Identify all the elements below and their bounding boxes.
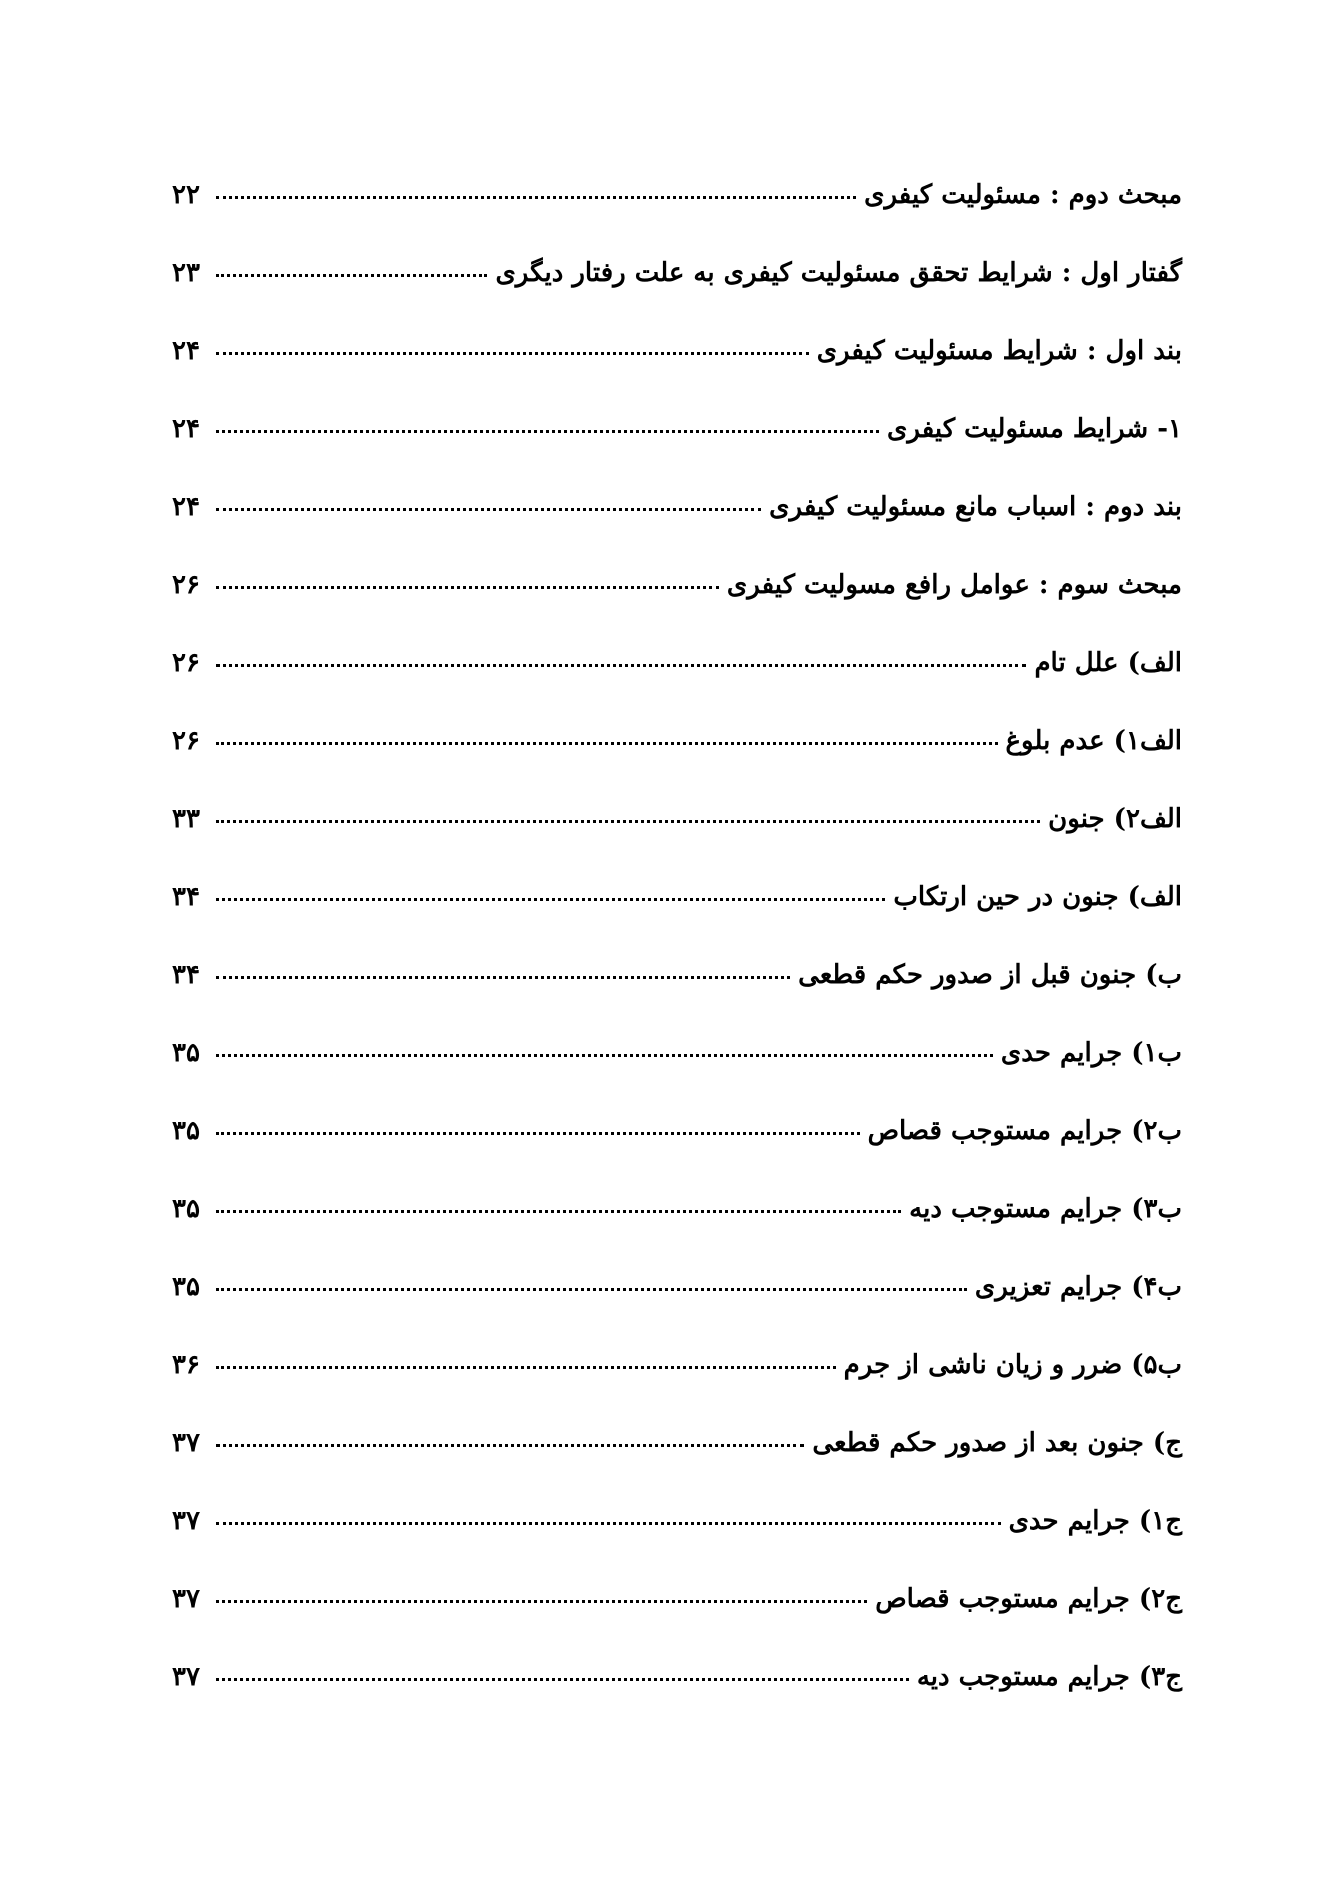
dot-leader [216,1522,1001,1525]
table-of-contents [172,168,1182,1728]
dot-leader [216,820,1040,823]
dot-leader [216,1444,804,1447]
toc-entry-page: ۳۴ [172,882,200,912]
dot-leader [216,664,1026,667]
toc-entry-title: ب۴) جرایم تعزیری [974,1272,1182,1302]
dot-leader [216,1366,836,1369]
toc-entry-page: ۲۴ [172,414,200,444]
toc-entry-page: ۳۷ [172,1662,200,1692]
dot-leader [216,1678,909,1681]
toc-entry-title: ب۱) جرایم حدی [1000,1038,1182,1068]
dot-leader [216,1600,867,1603]
toc-entry-title: مبحث سوم : عوامل رافع مسولیت کیفری [726,570,1182,600]
toc-entry[interactable] [172,324,1182,402]
dot-leader [216,1210,901,1213]
toc-entry-title: ج) جنون بعد از صدور حکم قطعی [812,1428,1182,1458]
toc-entry-title: مبحث دوم : مسئولیت کیفری [864,180,1182,210]
toc-entry[interactable] [172,1338,1182,1416]
toc-entry-title: ب) جنون قبل از صدور حکم قطعی [798,960,1182,990]
dot-leader [216,976,790,979]
toc-entry[interactable] [172,636,1182,714]
toc-entry[interactable] [172,870,1182,948]
toc-entry-page: ۳۵ [172,1272,200,1302]
dot-leader [216,352,809,355]
toc-entry-page: ۲۶ [172,726,200,756]
dot-leader [216,196,856,199]
toc-entry[interactable] [172,1260,1182,1338]
toc-entry-page: ۳۷ [172,1506,200,1536]
toc-entry[interactable] [172,402,1182,480]
toc-entry-title: ب۲) جرایم مستوجب قصاص [867,1116,1182,1146]
toc-entry-page: ۳۵ [172,1038,200,1068]
toc-entry-page: ۳۵ [172,1116,200,1146]
toc-entry-title: ج۲) جرایم مستوجب قصاص [875,1584,1182,1614]
dot-leader [216,1132,860,1135]
toc-entry-title: الف) علل تام [1034,648,1182,678]
toc-entry[interactable] [172,1650,1182,1728]
dot-leader [216,508,761,511]
dot-leader [216,586,719,589]
toc-entry-page: ۲۲ [172,180,200,210]
dot-leader [216,274,487,277]
dot-leader [216,430,879,433]
toc-entry[interactable] [172,558,1182,636]
toc-entry-page: ۳۳ [172,804,200,834]
toc-entry[interactable] [172,948,1182,1026]
dot-leader [216,1288,967,1291]
toc-entry[interactable] [172,792,1182,870]
toc-entry-page: ۲۶ [172,570,200,600]
toc-entry-page: ۲۶ [172,648,200,678]
toc-entry-title: الف۲) جنون [1048,804,1182,834]
toc-entry[interactable] [172,1026,1182,1104]
toc-entry-title: الف۱) عدم بلوغ [1005,726,1182,756]
toc-entry-title: الف) جنون در حین ارتکاب [893,882,1182,912]
dot-leader [216,1054,993,1057]
toc-entry-page: ۲۴ [172,336,200,366]
toc-entry-title: ج۱) جرایم حدی [1008,1506,1182,1536]
toc-entry[interactable] [172,480,1182,558]
toc-entry[interactable] [172,246,1182,324]
toc-entry[interactable] [172,168,1182,246]
toc-entry-title: ۱- شرایط مسئولیت کیفری [887,414,1182,444]
toc-entry-title: گفتار اول : شرایط تحقق مسئولیت کیفری به علت رفتار دیگری [495,258,1182,288]
toc-entry[interactable] [172,1416,1182,1494]
toc-entry-title: ج۳) جرایم مستوجب دیه [916,1662,1182,1692]
toc-entry-page: ۲۳ [172,258,200,288]
toc-entry[interactable] [172,1494,1182,1572]
toc-entry-title: ب۵) ضرر و زیان ناشی از جرم [843,1350,1182,1380]
toc-entry-title: ب۳) جرایم مستوجب دیه [909,1194,1182,1224]
toc-entry-page: ۳۶ [172,1350,200,1380]
toc-entry[interactable] [172,1182,1182,1260]
dot-leader [216,898,885,901]
toc-entry[interactable] [172,1572,1182,1650]
toc-entry-page: ۳۴ [172,960,200,990]
toc-entry[interactable] [172,714,1182,792]
dot-leader [216,742,998,745]
toc-entry-page: ۳۷ [172,1584,200,1614]
toc-entry[interactable] [172,1104,1182,1182]
toc-entry-page: ۳۷ [172,1428,200,1458]
toc-entry-title: بند دوم : اسباب مانع مسئولیت کیفری [769,492,1182,522]
toc-entry-page: ۳۵ [172,1194,200,1224]
toc-entry-page: ۲۴ [172,492,200,522]
toc-entry-title: بند اول : شرایط مسئولیت کیفری [816,336,1182,366]
